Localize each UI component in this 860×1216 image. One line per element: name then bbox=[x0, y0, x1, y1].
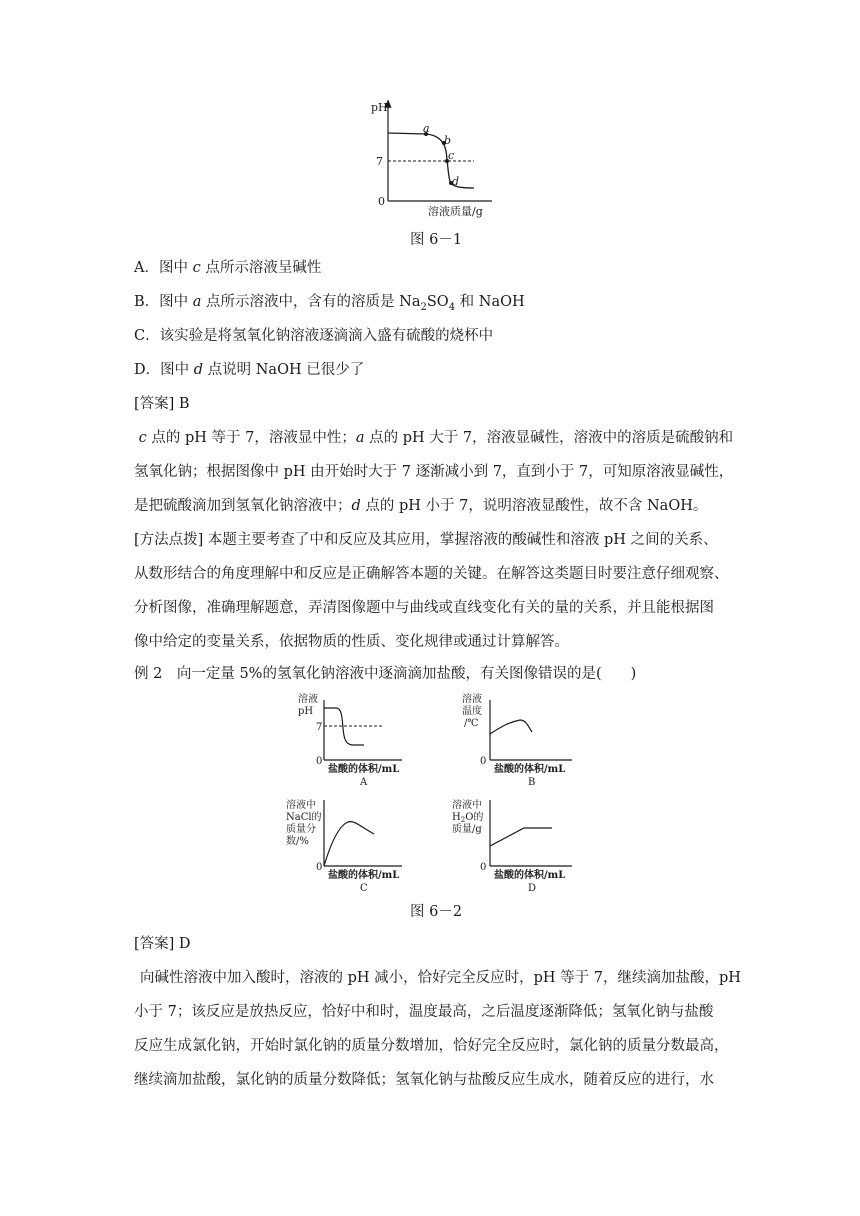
answer-2: [答案] D bbox=[134, 936, 191, 952]
option-d: D．图中 d 点说明 NaOH 已很少了 bbox=[134, 362, 365, 378]
svg-text:盐酸的体积/mL: 盐酸的体积/mL bbox=[328, 870, 400, 881]
panel-c bbox=[286, 798, 402, 894]
panel-d bbox=[452, 798, 572, 894]
svg-text:溶液: 溶液 bbox=[298, 694, 318, 705]
svg-text:0: 0 bbox=[480, 756, 487, 767]
svg-text:盐酸的体积/mL: 盐酸的体积/mL bbox=[328, 764, 400, 775]
svg-text:0: 0 bbox=[316, 756, 323, 767]
origin-label: 0 bbox=[378, 195, 385, 208]
svg-text:质量/g: 质量/g bbox=[452, 824, 482, 835]
panel-c-curve bbox=[324, 822, 374, 866]
svg-text:盐酸的体积/mL: 盐酸的体积/mL bbox=[494, 870, 566, 881]
y-axis-label: pH bbox=[371, 101, 388, 114]
method-line-2: 从数形结合的角度理解中和反应是正确解答本题的关键。在解答这类题目时要注意仔细观察、 bbox=[134, 566, 729, 582]
option-a: A．图中 c 点所示溶液呈碱性 bbox=[134, 260, 322, 276]
figure-6-2 bbox=[280, 688, 590, 898]
panel-a bbox=[298, 692, 402, 788]
point-d-label: d bbox=[452, 175, 460, 188]
svg-text:pH: pH bbox=[298, 706, 314, 717]
panel-b bbox=[462, 692, 572, 788]
svg-text:温度: 温度 bbox=[462, 706, 482, 717]
explanation-2-line-2: 小于 7；该反应是放热反应，恰好中和时，温度最高，之后温度逐渐降低；氢氧化钠与盐酸 bbox=[134, 1004, 714, 1020]
method-line-4: 像中给定的变量关系，依据物质的性质、变化规律或通过计算解答。 bbox=[134, 634, 569, 650]
svg-text:0: 0 bbox=[480, 862, 487, 873]
explanation-1-line-1: c 点的 pH 等于 7，溶液显中性；a 点的 pH 大于 7，溶液显碱性，溶液中的溶质是硫酸钠和 bbox=[138, 430, 734, 446]
point-c-label: c bbox=[448, 149, 455, 162]
figure-6-2-caption: 图 6－2 bbox=[410, 904, 463, 920]
svg-text:盐酸的体积/mL: 盐酸的体积/mL bbox=[494, 764, 566, 775]
explanation-2-line-3: 反应生成氯化钠，开始时氯化钠的质量分数增加，恰好完全反应时，氯化钠的质量分数最高， bbox=[134, 1038, 729, 1054]
explanation-2-line-4: 继续滴加盐酸，氯化钠的质量分数降低；氢氧化钠与盐酸反应生成水，随着反应的进行，水 bbox=[134, 1072, 714, 1088]
option-b: B．图中 a 点所示溶液中，含有的溶质是 $Na_2SO_4$ 和 NaOH bbox=[134, 294, 525, 313]
svg-text:0: 0 bbox=[316, 862, 323, 873]
answer-1: [答案] B bbox=[134, 396, 190, 412]
method-line-1: [方法点拨] 本题主要考查了中和反应及其应用，掌握溶液的酸碱性和溶液 pH 之间的关系、 bbox=[134, 532, 718, 548]
svg-text:溶液: 溶液 bbox=[462, 694, 482, 705]
panel-b-curve bbox=[490, 720, 532, 734]
explanation-1-line-2: 氢氧化钠；根据图像中 pH 由开始时大于 7 逐渐减小到 7，直到小于 7，可知原溶液显碱性， bbox=[134, 464, 734, 480]
svg-text:7: 7 bbox=[316, 722, 323, 733]
point-a-label: a bbox=[423, 122, 430, 135]
svg-text:/℃: /℃ bbox=[464, 718, 479, 729]
panel-d-curve bbox=[490, 828, 552, 846]
figure-6-1 bbox=[360, 95, 520, 225]
svg-text:溶液中: 溶液中 bbox=[286, 800, 316, 811]
svg-text:质量分: 质量分 bbox=[286, 824, 316, 835]
svg-text:C: C bbox=[360, 883, 368, 894]
svg-text:溶液中: 溶液中 bbox=[452, 800, 482, 811]
explanation-2-line-1: 向碱性溶液中加入酸时，溶液的 pH 减小，恰好完全反应时，pH 等于 7，继续滴加盐酸，pH bbox=[140, 970, 741, 986]
method-line-3: 分析图像，准确理解题意，弄清图像题中与曲线或直线变化有关的量的关系，并且能根据图 bbox=[134, 600, 714, 616]
x-axis-label: 溶液质量/g bbox=[428, 205, 483, 218]
svg-text:B: B bbox=[528, 777, 536, 788]
svg-text:H2O的: $H_2O$的 bbox=[452, 812, 484, 824]
svg-text:NaCl的: NaCl的 bbox=[286, 812, 322, 823]
figure-6-1-caption: 图 6－1 bbox=[410, 232, 463, 248]
explanation-1-line-3: 是把硫酸滴加到氢氧化钠溶液中；d 点的 pH 小于 7，说明溶液显酸性，故不含 NaOH。 bbox=[134, 498, 708, 514]
example-2-question: 例 2 向一定量 5%的氢氧化钠溶液中逐滴滴加盐酸，有关图像错误的是( ) bbox=[134, 666, 637, 682]
tick-7: 7 bbox=[376, 155, 383, 168]
svg-text:D: D bbox=[528, 883, 537, 894]
option-c: C．该实验是将氢氧化钠溶液逐滴滴入盛有硫酸的烧杯中 bbox=[134, 328, 494, 344]
point-b-label: b bbox=[444, 134, 452, 147]
svg-text:A: A bbox=[360, 777, 368, 788]
svg-text:数/%: 数/% bbox=[286, 836, 309, 847]
